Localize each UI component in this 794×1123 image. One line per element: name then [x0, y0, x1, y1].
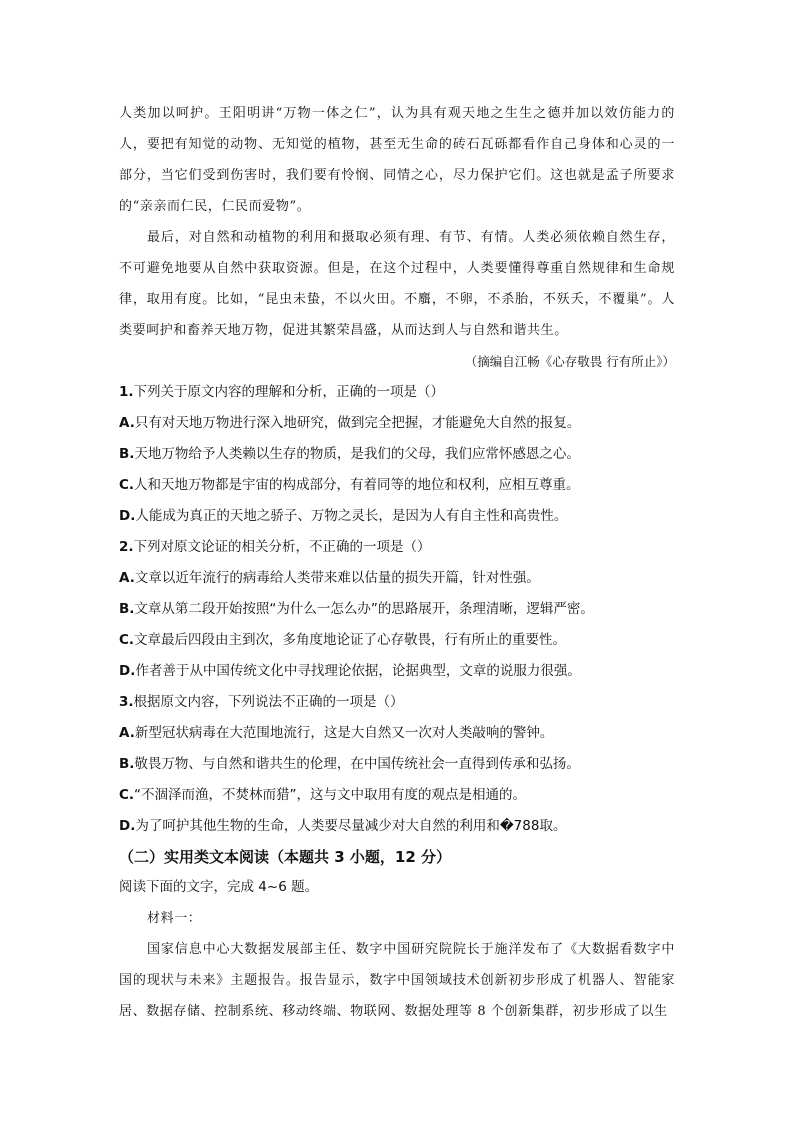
option-letter: C.: [119, 787, 135, 803]
option-letter: D.: [119, 663, 136, 679]
question-1: [119, 377, 675, 532]
question-text: 根据原文内容，下列说法不正确的一项是（）: [133, 694, 404, 710]
option-a: [119, 718, 675, 749]
option-d: [119, 656, 675, 687]
question-text: 下列关于原文内容的理解和分析，正确的一项是（）: [133, 384, 445, 400]
question-number: 2.: [119, 539, 134, 555]
option-letter: B.: [119, 446, 135, 462]
option-c: [119, 780, 675, 811]
section-instruction: 阅读下面的文字，完成 4~6 题。: [119, 879, 319, 895]
section-title: （二）实用类文本阅读（本题共 3 小题，12 分）: [119, 848, 451, 866]
option-letter: D.: [119, 508, 136, 524]
option-text: 人和天地万物都是宇宙的构成部分，有着同等的地位和权利，应相互尊重。: [134, 477, 580, 493]
question-text: 下列对原文论证的相关分析，不正确的一项是（）: [133, 539, 431, 555]
option-letter: A.: [119, 415, 135, 431]
question-stem: [119, 377, 675, 408]
option-a: [119, 408, 675, 439]
option-letter: D.: [119, 818, 136, 834]
material-label: 材料一：: [147, 911, 202, 926]
material-text: 国家信息中心大数据发展部主任、数字中国研究院院长于施洋发布了《大数据看数字中国的现状与未来》主题报告。报告显示，数字中国领域技术创新初步形成了机器人、智能家居、数据存储、控制系统、移动终端、物联网、数据处理等 8 个创新集群，初步形成了以生: [119, 942, 675, 1019]
option-b: [119, 749, 675, 780]
option-d: [119, 501, 675, 532]
option-text: 只有对天地万物进行深入地研究，做到完全把握，才能避免大自然的报复。: [134, 415, 581, 431]
option-text: 天地万物给予人类赖以生存的物质，是我们的父母，我们应常怀感恩之心。: [134, 446, 580, 462]
question-3: [119, 687, 675, 842]
option-text: 文章以近年流行的病毒给人类带来难以估量的损失开篇，针对性强。: [134, 570, 540, 586]
option-letter: B.: [119, 601, 135, 617]
option-c: [119, 470, 675, 501]
question-number: 1.: [119, 384, 134, 400]
question-stem: [119, 687, 675, 718]
option-a: [119, 563, 675, 594]
option-text: 人能成为真正的天地之骄子、万物之灵长，是因为人有自主性和高贵性。: [135, 508, 568, 524]
option-letter: A.: [119, 725, 135, 741]
option-text: 为了呵护其他生物的生命，人类要尽量减少对大自然的利用和�788取。: [135, 818, 567, 834]
option-b: [119, 439, 675, 470]
option-b: [119, 594, 675, 625]
option-letter: C.: [119, 477, 135, 493]
option-text: 文章最后四段由主到次，多角度地论证了心存敬畏，行有所止的重要性。: [134, 632, 567, 648]
option-text: 作者善于从中国传统文化中寻找理论依据，论据典型，文章的说服力很强。: [135, 663, 581, 679]
document-page: [119, 98, 675, 1027]
option-d: [119, 811, 675, 842]
option-text: 敬畏万物、与自然和谐共生的伦理，在中国传统社会一直得到传承和弘扬。: [134, 756, 580, 772]
option-text: “不涸泽而渔，不焚林而猎”，这与文中取用有度的观点是相通的。: [134, 787, 527, 803]
option-letter: C.: [119, 632, 135, 648]
passage-paragraph-1: 人类加以呵护。王阳明讲“万物一体之仁”，认为具有观天地之生生之德并加以效仿能力的人，要把有知觉的动物、无知觉的植物，甚至无生命的砖石瓦砾都看作自己身体和心灵的一部分，当它们受到伤害时，我们要有怜悯、同情之心，尽力保护它们。这也就是孟子所要求的“亲亲而仁民，仁民而爱物”。: [119, 106, 675, 214]
passage-source: （摘编自江畅《心存敬畏 行有所止》）: [464, 354, 675, 369]
option-text: 新型冠状病毒在大范围地流行，这是大自然又一次对人类敲响的警钟。: [134, 725, 554, 741]
option-letter: B.: [119, 756, 135, 772]
option-c: [119, 625, 675, 656]
question-number: 3.: [119, 694, 134, 710]
option-letter: A.: [119, 570, 135, 586]
question-stem: [119, 532, 675, 563]
option-text: 文章从第二段开始按照“为什么一怎么办”的思路展开，条理清晰，逻辑严密。: [134, 601, 594, 617]
question-2: [119, 532, 675, 687]
passage-paragraph-2: 最后，对自然和动植物的利用和摄取必须有理、有节、有情。人类必须依赖自然生存，不可避免地要从自然中获取资源。但是，在这个过程中，人类要懂得尊重自然规律和生命规律，取用有度。比如，“昆虫未蛰，不以火田。不麛，不卵，不杀胎，不殀夭，不覆巢”。人类要呵护和畜养天地万物，促进其繁荣昌盛，从而达到人与自然和谐共生。: [119, 230, 675, 338]
